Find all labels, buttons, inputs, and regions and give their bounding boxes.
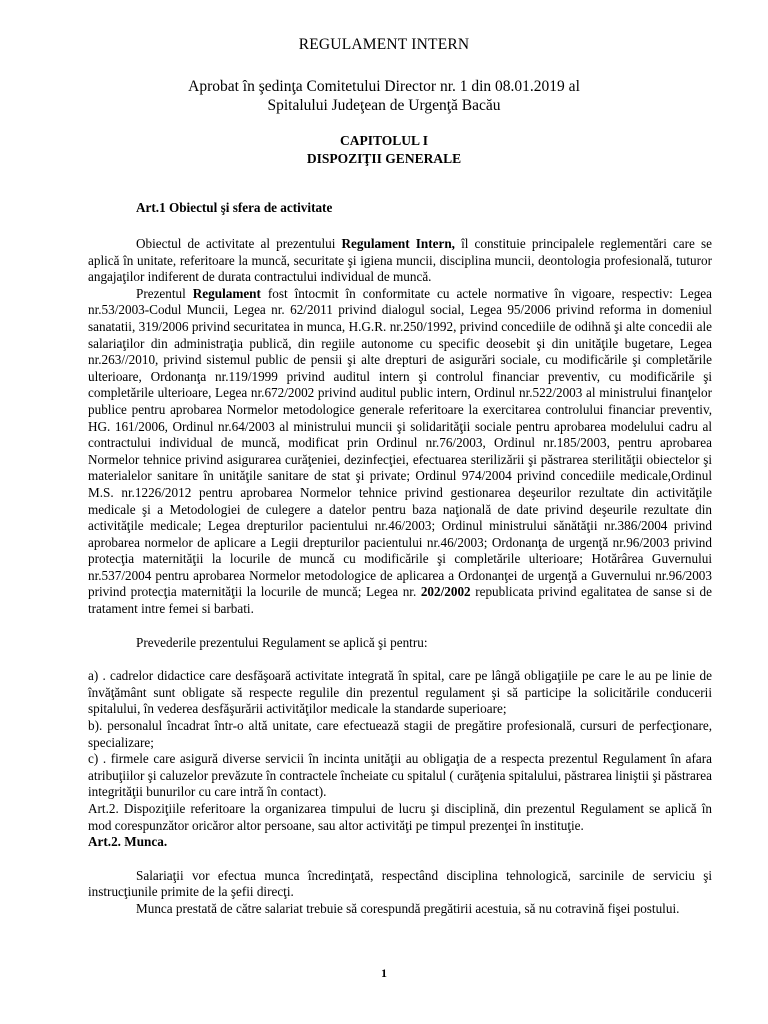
chapter-name: DISPOZIŢII GENERALE bbox=[306, 151, 462, 166]
list-item-a: a) . cadrelor didactice care desfăşoară activitate integrată în spital, care pe lângă obligaţiile pe care le au pe linie de învăţământ sunt obligate să respecte regulile din prezentul regulament şi să participe la solicitările conducerii spitalului, în vederea desfăşurării activităţilor medicale la standarde superioare; bbox=[88, 668, 712, 717]
art1-p1-bold: Regulament Intern, bbox=[341, 236, 455, 251]
chapter-heading bbox=[0, 132, 768, 168]
art1-p1-text-a: Obiectul de activitate al prezentului bbox=[136, 236, 342, 251]
art1-p2-text-c: republicata privind egalitatea de sanse si de tratament intre femei si barbati. bbox=[88, 584, 712, 617]
list-item-c: c) . firmele care asigură diverse servicii în incinta unităţii au obligaţia de a respecta prezentul Regulament în afara atribuţiilor şi caluzelor prevăzute în contractele încheiate cu spitalul ( curăţenia spitalului, păstrarea liniştii şi păstrarea integrităţii bunurilor cu care intră în contact). bbox=[88, 751, 712, 800]
art1-p2-bold-2: 202/2002 bbox=[420, 584, 471, 600]
article-1-body bbox=[88, 236, 712, 918]
art1-p2-bold: Regulament bbox=[192, 285, 261, 301]
art1-heading-text: Art.1 Obiectul şi sfera de activitate bbox=[136, 200, 333, 215]
art1-paragraph-2 bbox=[88, 286, 712, 618]
art1-paragraph-3: Prevederile prezentului Regulament se aplică şi pentru: bbox=[136, 634, 428, 650]
art1-paragraph-1 bbox=[88, 236, 712, 286]
list-item-b: b). personalul încadrat într-o altă unitate, care efectuează stagii de pregătire profesională, cursuri de perfecţionare, specializare; bbox=[88, 718, 712, 750]
art2-paragraph-1: Salariaţii vor efectua munca încredinţată, respectând disciplina tehnologică, sarcinile de serviciu şi instrucţiunile primite de la şefii direcţi. bbox=[88, 867, 712, 900]
art2-paragraph-2: Munca prestată de către salariat trebuie să corespundă pregătirii acestuia, să nu cotravină fişei postului. bbox=[136, 900, 680, 916]
approval-line-1: Aprobat în şedinţa Comitetului Director nr. 1 din 08.01.2019 al bbox=[188, 78, 580, 95]
art1-p2-text-a: Prezentul bbox=[136, 285, 193, 301]
art2-intro-paragraph: Art.2. Dispoziţiile referitoare la organizarea timpului de lucru şi disciplină, din prezentul Regulament se aplică în mod corespunzător oricăror altor persoane, sau altor activităţi pe timpul prezenţei în instituţie. bbox=[88, 801, 712, 833]
article-1-heading bbox=[88, 200, 712, 217]
art1-p1-text-b: îl constituie principalele reglementări care se aplică în unitate, referitoare la muncă, securitate şi igiena muncii, disciplina muncii, deontologia profesională, tuturor angajaţilor indiferent de durata contractului individual de muncă. bbox=[88, 236, 712, 285]
chapter-number: CAPITOLUL I bbox=[340, 133, 428, 148]
art1-p2-text-b: fost întocmit în conformitate cu actele normative în vigoare, respectiv: Legea nr.53/2003-Codul Muncii, Legea nr. 62/2011 privind dialogul social, Legea 95/2006 privind reforma in domeniul sanatatii, 319/2006 privind securitatea in munca, H.G.R. nr.250/1992, privind concediile de odihnă şi alte concedii ale salariaţilor din administraţia publică, din regiile autonome cu specific deosebit şi din unităţile bugetare, Legea nr.263//2010, privind sistemul public de pensii şi alte drepturi de asigurări sociale, cu modificările şi completările ulterioare, Ordonanţa nr.119/1999 privind auditul intern şi controlul financiar preventiv, cu modificările şi completările ulterioare, Legea nr.672/2002 privind auditul public intern, Ordinul nr.522/2003 al ministrului finanţelor publice pentru aprobarea Normelor metodologice generale referitoare la exercitarea controlului financiar preventiv, HG. 161/2006, Ordinul nr.64/2003 al ministrului muncii şi solidarităţii sociale pentru aprobarea modelului cadru al contractului individual de muncă, modificat prin Ordinul nr.76/2003, Ordinul nr.185/2003, pentru aprobarea Normelor tehnice privind asigurarea curăţeniei, dezinfecţiei, efectuarea sterilizării şi păstrarea sterilităţii obiectelor şi materialelor sanitare în unităţile sanitare de stat şi private; Ordinul 974/2004 privind concediile medicale,Ordinul M.S. nr.1226/2012 pentru aprobarea Normelor tehnice privind gestionarea deşeurilor rezultate din activităţile medicale şi a Metodologiei de culegere a datelor pentru baza naţională de date privind deşeurile rezultate din activităţile medicale; Legea drepturilor pacientului nr.46/2003; Ordinul ministrului sănătăţii nr.386/2004 privind aprobarea normelor de aplicare a Legii drepturilor pacientului nr.46/2003; Ordonanţa de urgenţă nr.96/2003 privind protecţia maternităţii la locurile de muncă cu modificările şi completările ulterioare; Hotărârea Guvernului nr.537/2004 pentru aprobarea Normelor metodologice de aplicarea a Ordonanţei de urgenţă a Guvernului nr.96/2003 privind protecţia maternităţii la locurile de muncă; Legea nr. bbox=[88, 285, 712, 600]
article-2-heading: Art.2. Munca. bbox=[88, 834, 168, 850]
document-title: REGULAMENT INTERN bbox=[298, 36, 470, 53]
page-number: 1 bbox=[381, 966, 387, 980]
approval-note bbox=[0, 77, 768, 115]
approval-line-2: Spitalului Judeţean de Urgenţă Bacău bbox=[267, 97, 501, 114]
